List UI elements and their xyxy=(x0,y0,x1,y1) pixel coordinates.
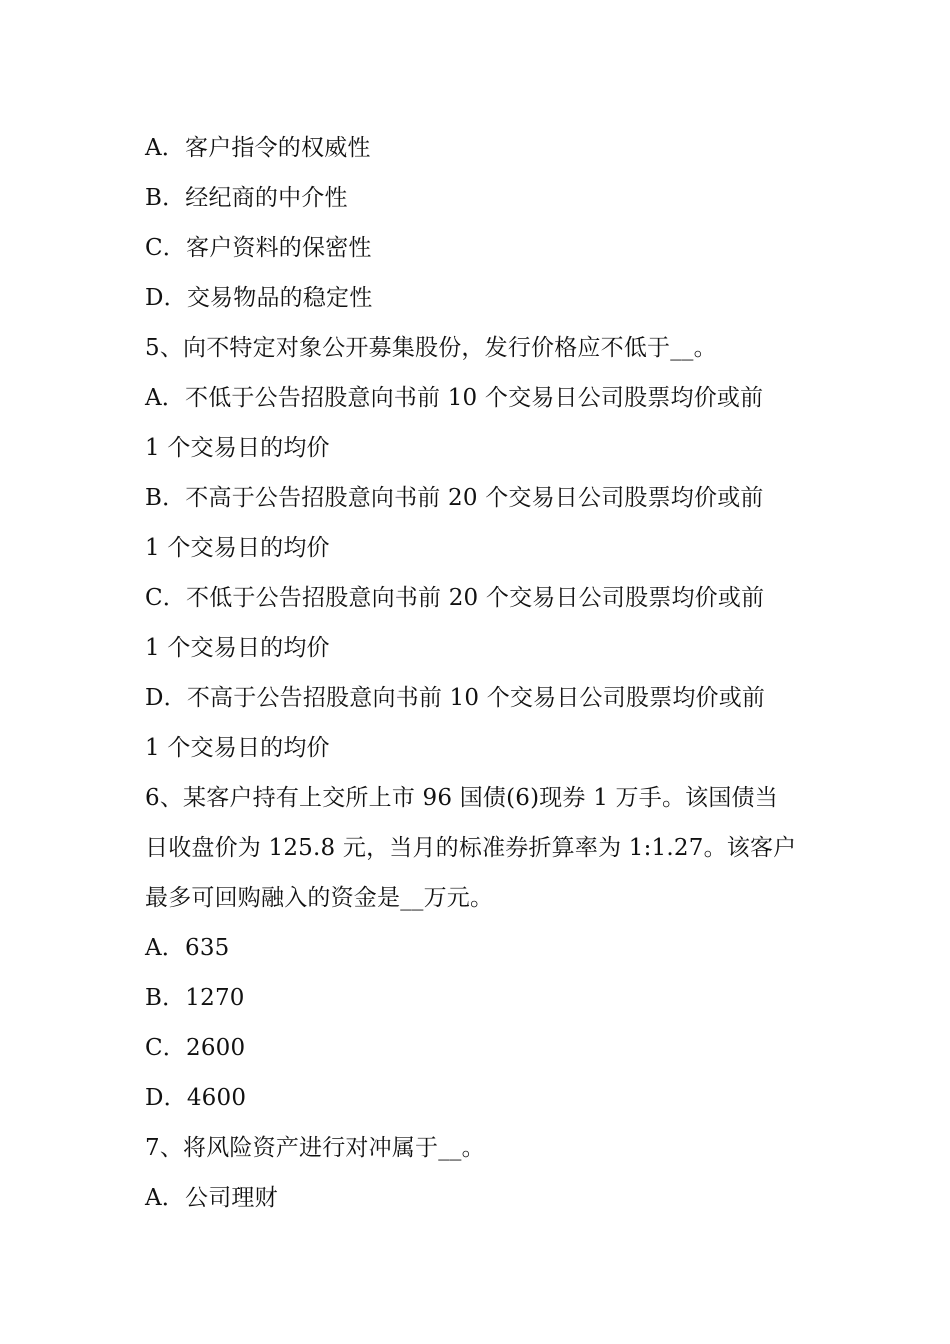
question-6-line1: 6、某客户持有上交所上市 96 国债(6)现券 1 万手。该国债当 xyxy=(145,785,778,811)
option-a-q7: A．公司理财 xyxy=(145,1185,278,1211)
option-c-q5-line2: 1 个交易日的均价 xyxy=(145,635,330,661)
option-b-q5-line2: 1 个交易日的均价 xyxy=(145,535,330,561)
option-c-q6: C．2600 xyxy=(145,1035,246,1061)
option-d-q5-line1: D．不高于公告招股意向书前 10 个交易日公司股票均价或前 xyxy=(145,685,766,711)
option-d-q5-line2: 1 个交易日的均价 xyxy=(145,735,330,761)
option-a-q4: A．客户指令的权威性 xyxy=(145,135,371,161)
option-a-q6: A．635 xyxy=(145,935,230,961)
question-6-line2: 日收盘价为 125.8 元，当月的标准券折算率为 1:1.27。该客户 xyxy=(145,835,797,861)
question-7: 7、将风险资产进行对冲属于__。 xyxy=(145,1135,485,1161)
document-body xyxy=(145,123,815,1223)
option-c-q5-line1: C．不低于公告招股意向书前 20 个交易日公司股票均价或前 xyxy=(145,585,765,611)
question-6-line3: 最多可回购融入的资金是__万元。 xyxy=(145,885,494,911)
option-a-q5-line1: A．不低于公告招股意向书前 10 个交易日公司股票均价或前 xyxy=(145,385,764,411)
option-a-q5-line2: 1 个交易日的均价 xyxy=(145,435,330,461)
option-c-q4: C．客户资料的保密性 xyxy=(145,235,372,261)
option-d-q4: D．交易物品的稳定性 xyxy=(145,285,373,311)
option-b-q6: B．1270 xyxy=(145,985,245,1011)
question-5: 5、向不特定对象公开募集股份，发行价格应不低于__。 xyxy=(145,335,717,361)
option-b-q4: B．经纪商的中介性 xyxy=(145,185,348,211)
option-d-q6: D．4600 xyxy=(145,1085,247,1111)
option-b-q5-line1: B．不高于公告招股意向书前 20 个交易日公司股票均价或前 xyxy=(145,485,764,511)
